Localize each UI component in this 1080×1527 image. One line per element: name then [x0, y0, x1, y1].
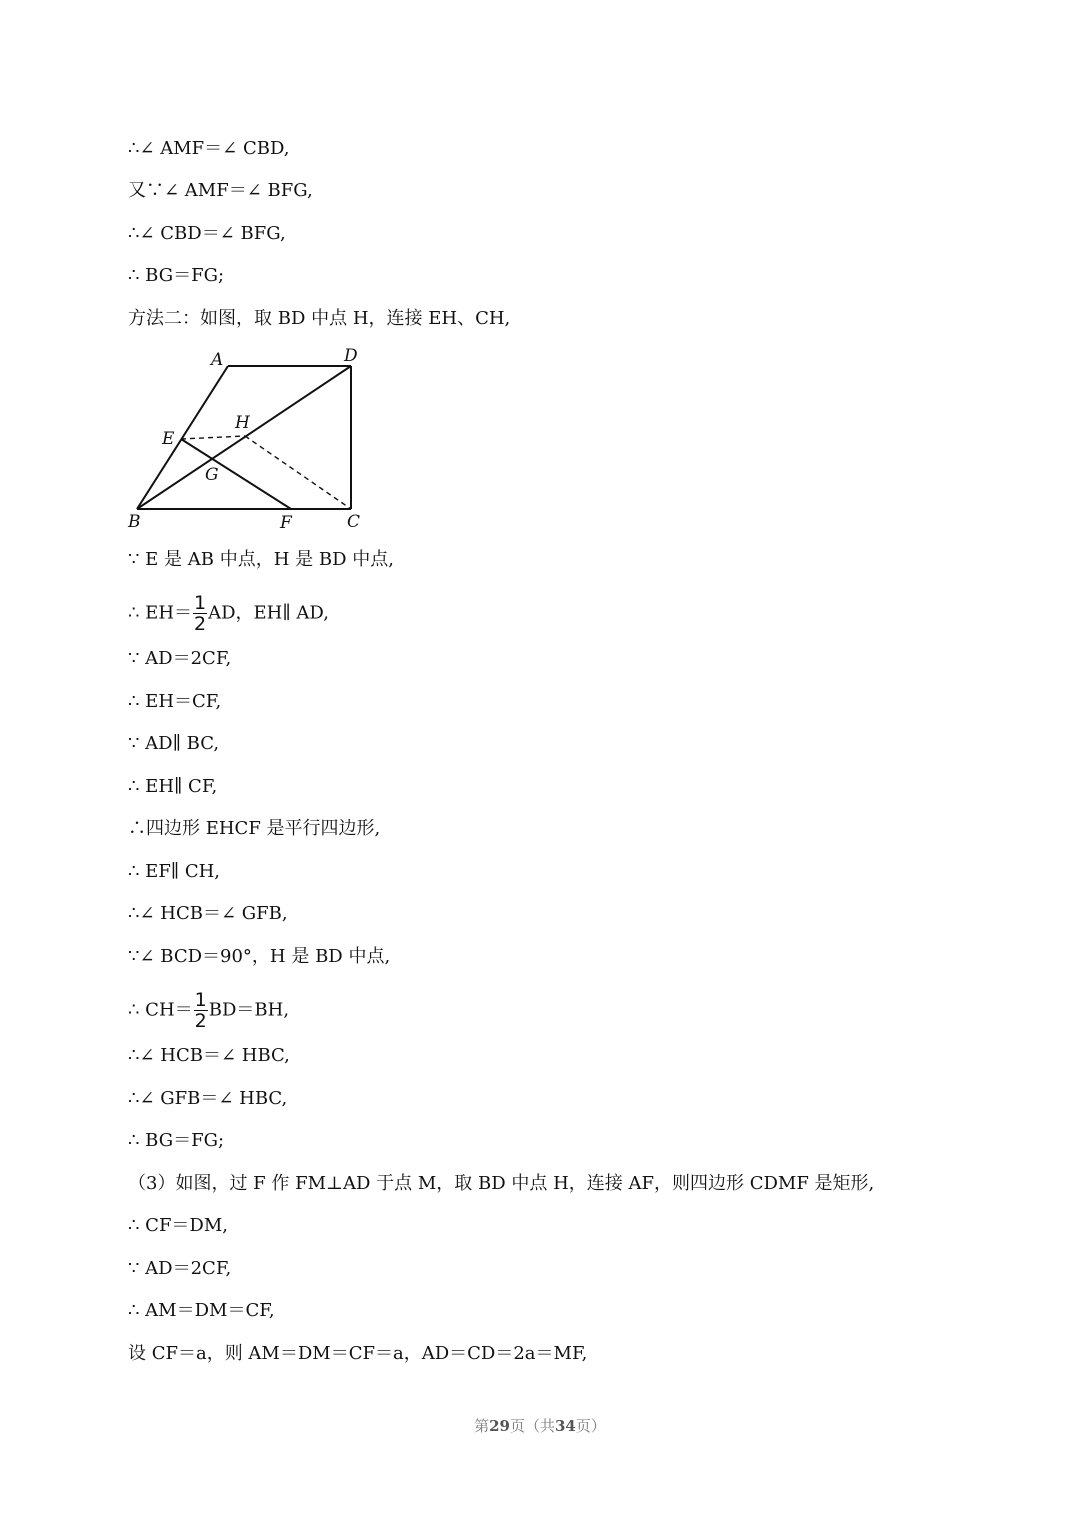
- fraction-suffix: BD＝BH,: [208, 999, 290, 1021]
- fraction-one-half: [194, 990, 208, 1031]
- segment-hc-dashed: [245, 436, 351, 509]
- text-line: 又∵∠ AMF＝∠ BFG,: [128, 180, 313, 201]
- fraction-denominator: 2: [194, 1010, 207, 1032]
- fraction-numerator: 1: [194, 592, 207, 614]
- text-line: 设 CF＝a，则 AM＝DM＝CF＝a，AD＝CD＝2a＝MF,: [128, 1343, 588, 1364]
- page-footer: [0, 1415, 1080, 1436]
- label-a: A: [211, 350, 224, 370]
- text-line: ∴∠ AMF＝∠ CBD,: [128, 138, 290, 159]
- text-line: ∴ AM＝DM＝CF,: [128, 1300, 275, 1321]
- fraction-prefix: ∴ EH＝: [128, 602, 193, 624]
- text-line: ∵ AD＝2CF,: [128, 1258, 232, 1279]
- geometry-figure: [125, 343, 375, 538]
- text-line: ∵ AD∥ BC,: [128, 733, 220, 754]
- fraction-line-eh: [128, 593, 329, 634]
- footer-page-number: 29: [489, 1417, 510, 1435]
- fraction-suffix: AD，EH∥ AD,: [208, 602, 329, 624]
- label-f: F: [280, 513, 292, 533]
- segment-ef: [181, 439, 291, 509]
- label-c: C: [347, 512, 361, 532]
- footer-pre: 第: [474, 1417, 490, 1435]
- fraction-denominator: 2: [194, 613, 207, 635]
- segment-eh-dashed: [181, 436, 245, 439]
- label-b: B: [128, 512, 141, 532]
- text-line: ∴∠ HCB＝∠ HBC,: [128, 1045, 290, 1066]
- text-line: ∵ AD＝2CF,: [128, 648, 232, 669]
- text-line: ∴∠ HCB＝∠ GFB,: [128, 903, 288, 924]
- text-line: ∴ EH＝CF,: [128, 691, 222, 712]
- text-line: ∵∠ BCD＝90°，H 是 BD 中点,: [128, 946, 391, 967]
- fraction-numerator: 1: [194, 989, 207, 1011]
- label-d: D: [344, 346, 358, 366]
- text-line: ∴∠ CBD＝∠ BFG,: [128, 223, 286, 244]
- text-line: ∴ EF∥ CH,: [128, 861, 221, 882]
- quadrilateral-diagram: [125, 343, 375, 533]
- fraction-line-ch: [128, 990, 289, 1031]
- label-e: E: [162, 429, 175, 449]
- fraction-prefix: ∴ CH＝: [128, 999, 193, 1021]
- label-g: G: [205, 465, 219, 485]
- fraction-one-half: [193, 593, 207, 634]
- text-line: ∴ BG＝FG;: [128, 1130, 225, 1151]
- footer-total-pages: 34: [555, 1417, 576, 1435]
- text-line: （3）如图，过 F 作 FM⊥AD 于点 M，取 BD 中点 H，连接 AF，则四边形 CDMF 是矩形,: [128, 1173, 875, 1194]
- text-line: 方法二：如图，取 BD 中点 H，连接 EH、CH,: [128, 308, 511, 329]
- text-line: ∴四边形 EHCF 是平行四边形,: [128, 818, 381, 839]
- text-line: ∵ E 是 AB 中点，H 是 BD 中点,: [128, 549, 394, 570]
- segment-ab: [137, 366, 228, 509]
- footer-mid: 页（共: [509, 1417, 555, 1435]
- text-line: ∴ EH∥ CF,: [128, 776, 218, 797]
- text-line: ∴ BG＝FG;: [128, 265, 225, 286]
- text-line: ∴ CF＝DM,: [128, 1215, 229, 1236]
- footer-post: 页）: [575, 1417, 606, 1435]
- label-h: H: [235, 413, 250, 433]
- text-line: ∴∠ GFB＝∠ HBC,: [128, 1088, 288, 1109]
